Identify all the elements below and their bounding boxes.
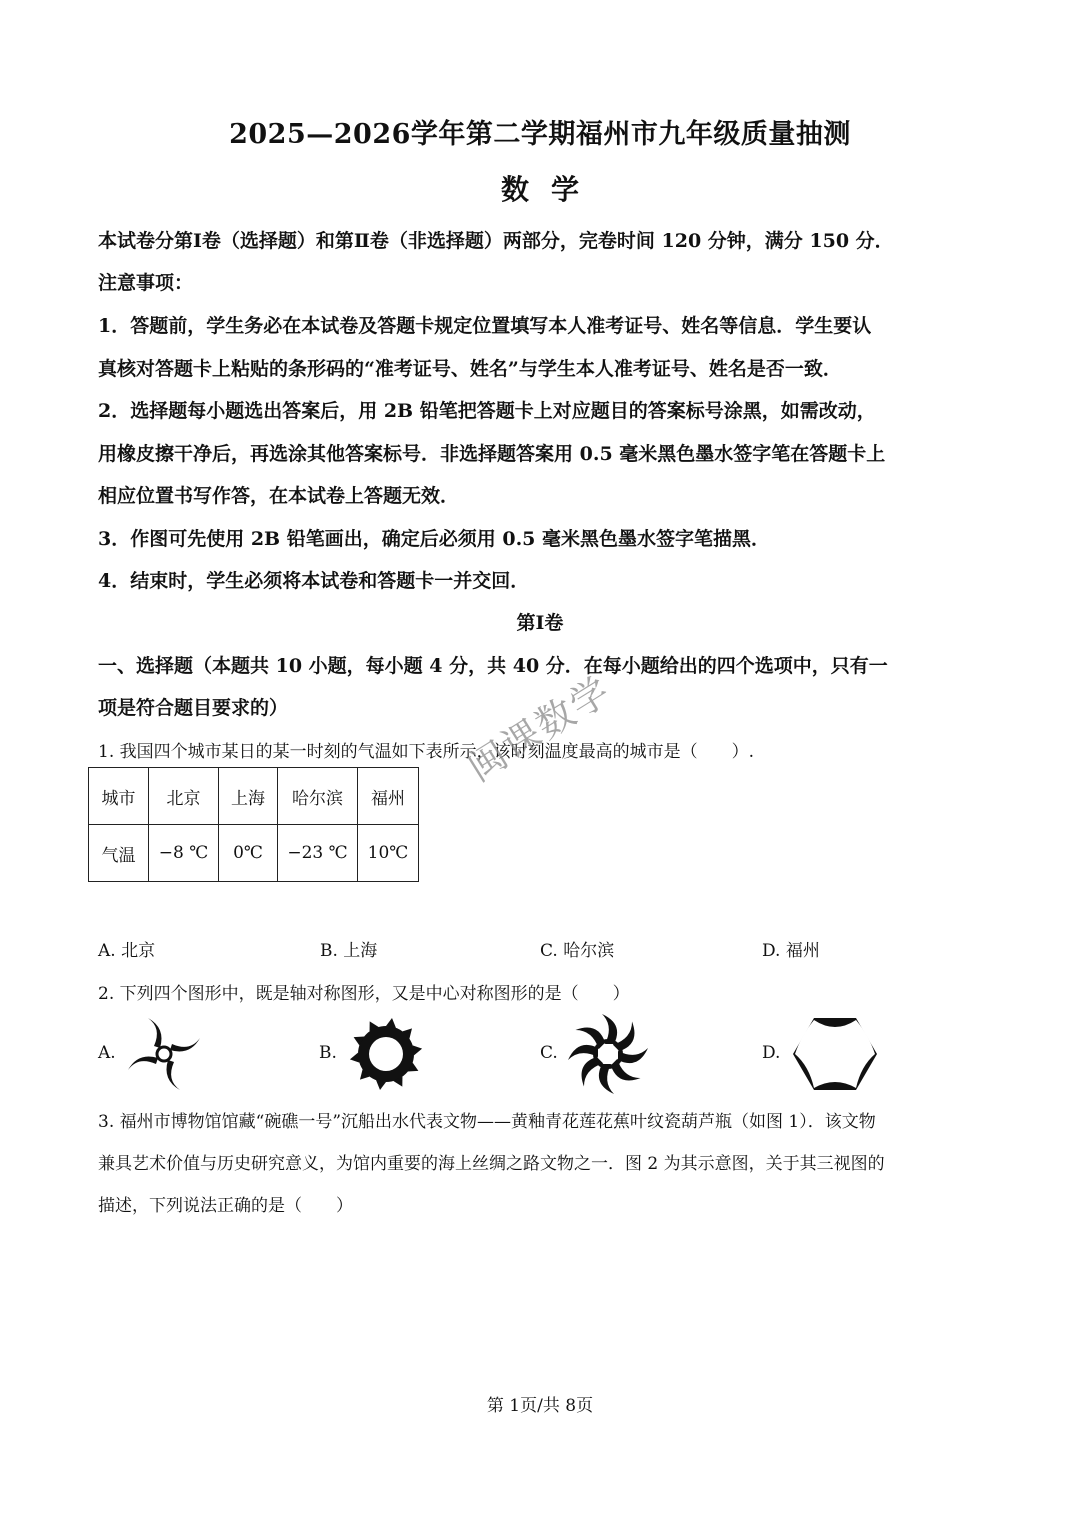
table-cell: 10℃: [358, 825, 419, 882]
table-cell: −23 ℃: [278, 825, 358, 882]
concave-hexagon-icon: [790, 1014, 880, 1094]
table-cell: 气温: [89, 825, 149, 882]
table-cell: 哈尔滨: [278, 768, 358, 825]
question-1-option-b: B. 上海: [320, 941, 378, 961]
question-2-label-b: B.: [319, 1043, 337, 1063]
notice-line: 1．答题前，学生务必在本试卷及答题卡规定位置填写本人准考证号、姓名等信息．学生要认: [98, 315, 872, 337]
section-heading: 一、选择题（本题共 10 小题，每小题 4 分，共 40 分．在每小题给出的四个选项中，只有一: [98, 655, 888, 677]
question-1-option-a: A. 北京: [98, 941, 156, 961]
notice-line: 2．选择题每小题选出答案后，用 2B 铅笔把答题卡上对应题目的答案标号涂黑，如需改动，: [98, 400, 876, 422]
table-cell: 北京: [149, 768, 219, 825]
question-2-label-c: C.: [540, 1043, 558, 1063]
question-2-label-d: D.: [762, 1043, 781, 1063]
question-2-stem: 2. 下列四个图形中，既是轴对称图形，又是中心对称图形的是（ ）: [98, 984, 630, 1004]
gear-ring-icon: [346, 1014, 426, 1094]
question-1-option-c: C. 哈尔滨: [540, 941, 615, 961]
table-row: [89, 768, 419, 825]
notice-line: 真核对答题卡上粘贴的条形码的“准考证号、姓名”与学生本人准考证号、姓名是否一致．: [98, 358, 842, 380]
question-2-label-a: A.: [98, 1043, 116, 1063]
volume-label: 第Ⅰ卷: [516, 612, 564, 634]
watermark: 闽课数学: [459, 667, 619, 790]
subject-title: 数学: [500, 173, 601, 206]
notice-line: 3．作图可先使用 2B 铅笔画出，确定后必须用 0.5 毫米黑色墨水签字笔描黑．: [98, 528, 771, 550]
question-3-line: 兼具艺术价值与历史研究意义，为馆内重要的海上丝绸之路文物之一．图 2 为其示意图，关于其三视图的: [98, 1154, 885, 1174]
section-heading: 项是符合题目要求的）: [98, 697, 289, 719]
table-cell: 0℃: [219, 825, 278, 882]
notice-line: 相应位置书写作答，在本试卷上答题无效．: [98, 485, 460, 507]
table-row: [89, 825, 419, 882]
temperature-table: [88, 767, 419, 882]
table-cell: 上海: [219, 768, 278, 825]
table-cell: 城市: [89, 768, 149, 825]
question-1-stem: 1. 我国四个城市某日的某一时刻的气温如下表所示，该时刻温度最高的城市是（ ）.: [98, 742, 755, 762]
question-1-option-d: D. 福州: [762, 941, 820, 961]
notice-line: 4．结束时，学生必须将本试卷和答题卡一并交回．: [98, 570, 530, 592]
pinwheel-icon: [124, 1014, 204, 1094]
page-footer: 第 1页/共 8页: [486, 1396, 594, 1416]
table-cell: 福州: [358, 768, 419, 825]
question-3-line: 3. 福州市博物馆馆藏“碗礁一号”沉船出水代表文物——黄釉青花莲花蕉叶纹瓷葫芦瓶（如图 1）．该文物: [98, 1112, 876, 1132]
intro-text: 本试卷分第Ⅰ卷（选择题）和第Ⅱ卷（非选择题）两部分，完卷时间 120 分钟，满分 150 分．: [98, 230, 894, 252]
notice-line: 用橡皮擦干净后，再选涂其他答案标号．非选择题答案用 0.5 毫米黑色墨水签字笔在答题卡上: [98, 443, 886, 465]
exam-title: 2025—2026学年第二学期福州市九年级质量抽测: [229, 119, 851, 150]
question-3-line: 描述，下列说法正确的是（ ）: [98, 1196, 353, 1216]
table-cell: −8 ℃: [149, 825, 219, 882]
notice-heading: 注意事项：: [98, 272, 194, 294]
spiral-blade-icon: [566, 1012, 650, 1096]
